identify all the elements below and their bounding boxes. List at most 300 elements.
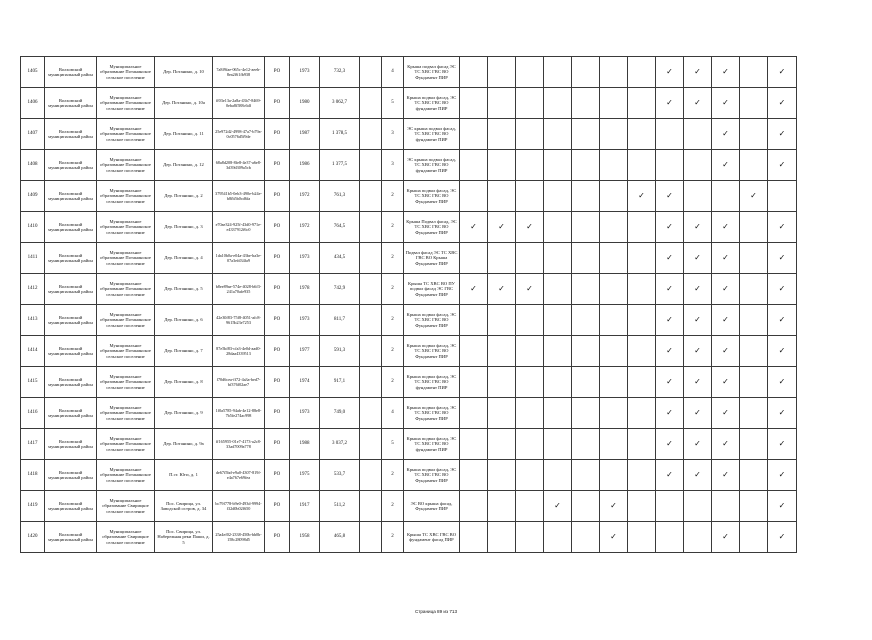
check-mark-icon: ✓	[488, 274, 516, 305]
municipality-cell: Муниципальное образование Потанинское сельское поселение	[97, 460, 155, 491]
floors-cell: 2	[382, 212, 404, 243]
check-mark-icon: ✓	[768, 150, 797, 181]
floors-cell: 2	[382, 181, 404, 212]
district-cell: Волховский муниципальный район	[45, 274, 97, 305]
floors-cell: 2	[382, 367, 404, 398]
area-cell: 591,3	[320, 336, 360, 367]
guid-cell: b8ee89ae-574e-4028-b6f3-241a70afe935	[213, 274, 265, 305]
check-mark-icon: ✓	[656, 367, 684, 398]
work-cell	[460, 57, 488, 88]
work-cell	[572, 522, 600, 553]
check-mark-icon: ✓	[768, 119, 797, 150]
guid-cell: e70ae324-925f-43d0-971e-e4337912f6c0	[213, 212, 265, 243]
check-mark-icon: ✓	[628, 181, 656, 212]
empty-cell	[360, 243, 382, 274]
row-number: 1412	[21, 274, 45, 305]
work-cell	[572, 336, 600, 367]
work-cell	[488, 57, 516, 88]
row-number: 1405	[21, 57, 45, 88]
empty-cell	[360, 460, 382, 491]
floors-cell: 2	[382, 274, 404, 305]
area-cell: 434,5	[320, 243, 360, 274]
row-number: 1420	[21, 522, 45, 553]
work-cell	[516, 398, 544, 429]
work-cell	[516, 367, 544, 398]
work-cell	[516, 119, 544, 150]
work-cell	[516, 460, 544, 491]
area-cell: 3 062,7	[320, 88, 360, 119]
check-mark-icon: ✓	[712, 243, 740, 274]
check-mark-icon: ✓	[712, 150, 740, 181]
check-mark-icon: ✓	[684, 336, 712, 367]
work-cell	[516, 181, 544, 212]
work-cell	[516, 522, 544, 553]
ownership-cell: РО	[265, 491, 290, 522]
work-cell	[740, 57, 768, 88]
work-cell	[544, 57, 572, 88]
year-cell: 1917	[290, 491, 320, 522]
check-mark-icon: ✓	[684, 305, 712, 336]
year-cell: 1973	[290, 57, 320, 88]
area-cell: 811,7	[320, 305, 360, 336]
work-cell	[600, 57, 628, 88]
work-cell	[460, 88, 488, 119]
guid-cell: 1f0a5785-94ab-4e12-88e8-7b5fe274ac998	[213, 398, 265, 429]
works-cell: Крыша подвал фасад, ЭС ТС ХВС ГВС ВО Фундамент ПИР	[404, 181, 460, 212]
work-cell	[572, 150, 600, 181]
check-mark-icon: ✓	[684, 212, 712, 243]
work-cell	[488, 367, 516, 398]
year-cell: 1975	[290, 460, 320, 491]
check-mark-icon: ✓	[768, 305, 797, 336]
work-cell	[572, 119, 600, 150]
work-cell	[488, 491, 516, 522]
work-cell	[628, 491, 656, 522]
work-cell	[572, 243, 600, 274]
address-cell: Дер. Потанино, д. 9а	[155, 429, 213, 460]
municipality-cell: Муниципальное образование Потанинское сельское поселение	[97, 150, 155, 181]
address-cell: Пос. Свирица, ул. Заводской остров, д. 34	[155, 491, 213, 522]
table-row	[21, 305, 797, 336]
address-cell: Дер. Потанино, д. 11	[155, 119, 213, 150]
district-cell: Волховский муниципальный район	[45, 398, 97, 429]
ownership-cell: РО	[265, 336, 290, 367]
area-cell: 3 037,2	[320, 429, 360, 460]
floors-cell: 2	[382, 336, 404, 367]
check-mark-icon: ✓	[768, 522, 797, 553]
work-cell	[684, 522, 712, 553]
ownership-cell: РО	[265, 367, 290, 398]
work-cell	[628, 522, 656, 553]
empty-cell	[360, 57, 382, 88]
check-mark-icon: ✓	[684, 243, 712, 274]
district-cell: Волховский муниципальный район	[45, 305, 97, 336]
municipality-cell: Муниципальное образование Потанинское сельское поселение	[97, 274, 155, 305]
area-cell: 1 377,5	[320, 150, 360, 181]
guid-cell: bc79f778-b9e0-493d-9994-f32d0b02f650	[213, 491, 265, 522]
municipality-cell: Муниципальное образование Потанинское сельское поселение	[97, 57, 155, 88]
ownership-cell: РО	[265, 429, 290, 460]
row-number: 1407	[21, 119, 45, 150]
row-number: 1408	[21, 150, 45, 181]
work-cell	[740, 119, 768, 150]
district-cell: Волховский муниципальный район	[45, 429, 97, 460]
work-cell	[488, 398, 516, 429]
floors-cell: 2	[382, 305, 404, 336]
row-number: 1414	[21, 336, 45, 367]
work-cell	[600, 181, 628, 212]
floors-cell: 2	[382, 243, 404, 274]
row-number: 1410	[21, 212, 45, 243]
municipality-cell: Муниципальное образование Потанинское сельское поселение	[97, 367, 155, 398]
work-cell	[656, 522, 684, 553]
row-number: 1415	[21, 367, 45, 398]
address-cell: Пос. Свирица, ул. Набережная реки Паши, д. 5	[155, 522, 213, 553]
ownership-cell: РО	[265, 212, 290, 243]
work-cell	[740, 88, 768, 119]
check-mark-icon: ✓	[460, 274, 488, 305]
work-cell	[516, 429, 544, 460]
check-mark-icon: ✓	[488, 212, 516, 243]
work-cell	[600, 460, 628, 491]
area-cell: 533,7	[320, 460, 360, 491]
work-cell	[488, 305, 516, 336]
address-cell: Дер. Потанино, д. 2	[155, 181, 213, 212]
works-cell: Крыша подвал фасад, ЭС ТС ХВС ГВС ВО фундамент ПИР	[404, 88, 460, 119]
row-number: 1413	[21, 305, 45, 336]
ownership-cell: РО	[265, 522, 290, 553]
address-cell: П.ст. Юги, д. 1	[155, 460, 213, 491]
municipality-cell: Муниципальное образование Потанинское сельское поселение	[97, 398, 155, 429]
work-cell	[572, 274, 600, 305]
work-cell	[572, 212, 600, 243]
municipality-cell: Муниципальное образование Потанинское сельское поселение	[97, 336, 155, 367]
row-number: 1419	[21, 491, 45, 522]
work-cell	[516, 57, 544, 88]
guid-cell: de67f5bd-e9a0-4307-819f-e4a767e69fea	[213, 460, 265, 491]
work-cell	[460, 398, 488, 429]
work-cell	[712, 491, 740, 522]
check-mark-icon: ✓	[600, 522, 628, 553]
year-cell: 1980	[290, 88, 320, 119]
work-cell	[656, 491, 684, 522]
work-cell	[684, 150, 712, 181]
work-cell	[460, 522, 488, 553]
check-mark-icon: ✓	[684, 367, 712, 398]
empty-cell	[360, 274, 382, 305]
work-cell	[488, 460, 516, 491]
work-cell	[572, 429, 600, 460]
check-mark-icon: ✓	[768, 243, 797, 274]
year-cell: 1974	[290, 367, 320, 398]
ownership-cell: РО	[265, 274, 290, 305]
district-cell: Волховский муниципальный район	[45, 491, 97, 522]
guid-cell: 1da10b0a-e04a-43be-ba3e-07a3efd34fa9	[213, 243, 265, 274]
address-cell: Дер. Потанино, д. 8	[155, 367, 213, 398]
check-mark-icon: ✓	[768, 212, 797, 243]
guid-cell: 25a4ef02-2338-450b-bb0b-158c28098d5	[213, 522, 265, 553]
work-cell	[684, 491, 712, 522]
check-mark-icon: ✓	[656, 429, 684, 460]
work-cell	[516, 150, 544, 181]
municipality-cell: Муниципальное образование Потанинское сельское поселение	[97, 212, 155, 243]
area-cell: 761,3	[320, 181, 360, 212]
work-cell	[600, 88, 628, 119]
work-cell	[544, 305, 572, 336]
district-cell: Волховский муниципальный район	[45, 57, 97, 88]
work-cell	[460, 491, 488, 522]
table-row	[21, 243, 797, 274]
year-cell: 1977	[290, 336, 320, 367]
check-mark-icon: ✓	[712, 119, 740, 150]
check-mark-icon: ✓	[656, 181, 684, 212]
area-cell: 742,9	[320, 274, 360, 305]
work-cell	[740, 367, 768, 398]
work-cell	[460, 119, 488, 150]
work-cell	[460, 150, 488, 181]
work-cell	[572, 181, 600, 212]
work-cell	[628, 150, 656, 181]
ownership-cell: РО	[265, 305, 290, 336]
work-cell	[600, 243, 628, 274]
work-cell	[488, 336, 516, 367]
works-cell: Крыша подвал фасад, ЭС ТС ХВС ГВС ВО фундамент ПИР	[404, 367, 460, 398]
work-cell	[572, 367, 600, 398]
municipality-cell: Муниципальное образование Потанинское сельское поселение	[97, 181, 155, 212]
floors-cell: 4	[382, 57, 404, 88]
work-cell	[628, 119, 656, 150]
table-row	[21, 150, 797, 181]
address-cell: Дер. Потанино, д. 4	[155, 243, 213, 274]
check-mark-icon: ✓	[516, 212, 544, 243]
work-cell	[600, 336, 628, 367]
work-cell	[460, 181, 488, 212]
row-number: 1411	[21, 243, 45, 274]
work-cell	[460, 429, 488, 460]
floors-cell: 2	[382, 491, 404, 522]
district-cell: Волховский муниципальный район	[45, 181, 97, 212]
district-cell: Волховский муниципальный район	[45, 367, 97, 398]
address-cell: Дер. Потанино, д. 6	[155, 305, 213, 336]
district-cell: Волховский муниципальный район	[45, 460, 97, 491]
check-mark-icon: ✓	[768, 57, 797, 88]
ownership-cell: РО	[265, 460, 290, 491]
work-cell	[628, 57, 656, 88]
guid-cell: f70d6cea-ff72-4a3a-bed7-bf376f02ae7	[213, 367, 265, 398]
work-cell	[572, 305, 600, 336]
works-cell: Крыша подвал фасад, ЭС ТС ХВС ГВС ВО Фундамент ПИР	[404, 336, 460, 367]
work-cell	[544, 367, 572, 398]
check-mark-icon: ✓	[712, 460, 740, 491]
area-cell: 764,5	[320, 212, 360, 243]
empty-cell	[360, 212, 382, 243]
work-cell	[740, 398, 768, 429]
work-cell	[572, 88, 600, 119]
year-cell: 1973	[290, 398, 320, 429]
work-cell	[600, 305, 628, 336]
ownership-cell: РО	[265, 57, 290, 88]
year-cell: 1986	[290, 150, 320, 181]
works-cell: Крыша подвал фасад, ЭС ТС ХВС ГВС ВО Фундамент ПИР	[404, 398, 460, 429]
check-mark-icon: ✓	[656, 212, 684, 243]
work-cell	[488, 88, 516, 119]
works-cell: ЭС крыша подвал фасад, ТС ХВС ГВС ВО фундамент ПИР	[404, 150, 460, 181]
check-mark-icon: ✓	[684, 398, 712, 429]
check-mark-icon: ✓	[740, 181, 768, 212]
work-cell	[544, 398, 572, 429]
work-cell	[460, 367, 488, 398]
work-cell	[544, 429, 572, 460]
works-cell: ЭС ВО крыша фасад, Фундамент ПИР	[404, 491, 460, 522]
address-cell: Дер. Потанино, д. 5	[155, 274, 213, 305]
work-cell	[572, 398, 600, 429]
work-cell	[656, 150, 684, 181]
municipality-cell: Муниципальное образование Свирицкое сельское поселение	[97, 522, 155, 553]
table-row	[21, 367, 797, 398]
page-number: Страница 89 из 713	[414, 609, 458, 614]
check-mark-icon: ✓	[600, 491, 628, 522]
works-cell: Крыша подвал фасад ЭС ТС ХВС ГВС ВО Фундамент ПИР	[404, 57, 460, 88]
work-cell	[712, 181, 740, 212]
empty-cell	[360, 305, 382, 336]
work-cell	[488, 150, 516, 181]
works-cell: Крыша ТС ХВС ВО ПУ подвал фасад ЭС ГВС Фундамент ПИР	[404, 274, 460, 305]
address-cell: Дер. Потанино, д. 9	[155, 398, 213, 429]
check-mark-icon: ✓	[768, 491, 797, 522]
work-cell	[740, 336, 768, 367]
year-cell: 1958	[290, 522, 320, 553]
work-cell	[740, 212, 768, 243]
guid-cell: 25e972d2-4998-47a7-b79a-0c0576d5f9de	[213, 119, 265, 150]
check-mark-icon: ✓	[656, 88, 684, 119]
work-cell	[488, 181, 516, 212]
work-cell	[516, 88, 544, 119]
address-cell: Дер. Потанино, д. 10	[155, 57, 213, 88]
housing-register-table	[20, 56, 797, 553]
guid-cell: ff03e13a-2a8a-43b7-8469-0eba8f588c6df	[213, 88, 265, 119]
works-cell: Крыша ТС ХВС ГВС ВО фундамент фасад ПИР	[404, 522, 460, 553]
table-row	[21, 212, 797, 243]
work-cell	[768, 181, 797, 212]
work-cell	[460, 336, 488, 367]
district-cell: Волховский муниципальный район	[45, 212, 97, 243]
year-cell: 1987	[290, 119, 320, 150]
work-cell	[516, 336, 544, 367]
work-cell	[740, 150, 768, 181]
work-cell	[628, 212, 656, 243]
floors-cell: 3	[382, 119, 404, 150]
work-cell	[684, 119, 712, 150]
address-cell: Дер. Потанино, д. 12	[155, 150, 213, 181]
work-cell	[628, 305, 656, 336]
district-cell: Волховский муниципальный район	[45, 522, 97, 553]
district-cell: Волховский муниципальный район	[45, 150, 97, 181]
check-mark-icon: ✓	[712, 305, 740, 336]
work-cell	[740, 274, 768, 305]
empty-cell	[360, 522, 382, 553]
work-cell	[740, 491, 768, 522]
work-cell	[740, 522, 768, 553]
area-cell: 732,3	[320, 57, 360, 88]
check-mark-icon: ✓	[768, 88, 797, 119]
floors-cell: 5	[382, 88, 404, 119]
work-cell	[600, 398, 628, 429]
check-mark-icon: ✓	[656, 57, 684, 88]
work-cell	[628, 460, 656, 491]
row-number: 1418	[21, 460, 45, 491]
row-number: 1416	[21, 398, 45, 429]
work-cell	[684, 181, 712, 212]
table-row	[21, 398, 797, 429]
work-cell	[628, 367, 656, 398]
table-row	[21, 274, 797, 305]
area-cell: 917,1	[320, 367, 360, 398]
year-cell: 1978	[290, 274, 320, 305]
work-cell	[460, 460, 488, 491]
ownership-cell: РО	[265, 119, 290, 150]
check-mark-icon: ✓	[712, 367, 740, 398]
check-mark-icon: ✓	[768, 460, 797, 491]
municipality-cell: Муниципальное образование Потанинское сельское поселение	[97, 88, 155, 119]
check-mark-icon: ✓	[656, 243, 684, 274]
work-cell	[516, 491, 544, 522]
guid-cell: 379541b5-0eb3-490e-b24e-b8fb5b0cd6fa	[213, 181, 265, 212]
work-cell	[544, 243, 572, 274]
check-mark-icon: ✓	[684, 88, 712, 119]
ownership-cell: РО	[265, 150, 290, 181]
check-mark-icon: ✓	[768, 274, 797, 305]
ownership-cell: РО	[265, 398, 290, 429]
empty-cell	[360, 429, 382, 460]
empty-cell	[360, 367, 382, 398]
work-cell	[628, 336, 656, 367]
year-cell: 1973	[290, 243, 320, 274]
work-cell	[544, 119, 572, 150]
check-mark-icon: ✓	[712, 274, 740, 305]
work-cell	[628, 88, 656, 119]
work-cell	[544, 181, 572, 212]
address-cell: Дер. Потанино, д. 7	[155, 336, 213, 367]
work-cell	[544, 336, 572, 367]
work-cell	[600, 212, 628, 243]
floors-cell: 4	[382, 398, 404, 429]
ownership-cell: РО	[265, 181, 290, 212]
table-body	[21, 57, 797, 553]
check-mark-icon: ✓	[768, 367, 797, 398]
area-cell: 511,2	[320, 491, 360, 522]
check-mark-icon: ✓	[712, 398, 740, 429]
table-row	[21, 181, 797, 212]
floors-cell: 2	[382, 522, 404, 553]
work-cell	[460, 243, 488, 274]
check-mark-icon: ✓	[684, 57, 712, 88]
municipality-cell: Муниципальное образование Потанинское сельское поселение	[97, 243, 155, 274]
table-row	[21, 57, 797, 88]
work-cell	[544, 460, 572, 491]
table-row	[21, 491, 797, 522]
check-mark-icon: ✓	[460, 212, 488, 243]
empty-cell	[360, 398, 382, 429]
work-cell	[628, 398, 656, 429]
guid-cell: 68a8d208-8fe8-4e37-a6e8-3d39d309a5cb	[213, 150, 265, 181]
work-cell	[628, 429, 656, 460]
work-cell	[460, 305, 488, 336]
work-cell	[488, 243, 516, 274]
area-cell: 749,0	[320, 398, 360, 429]
work-cell	[544, 274, 572, 305]
row-number: 1417	[21, 429, 45, 460]
floors-cell: 3	[382, 150, 404, 181]
